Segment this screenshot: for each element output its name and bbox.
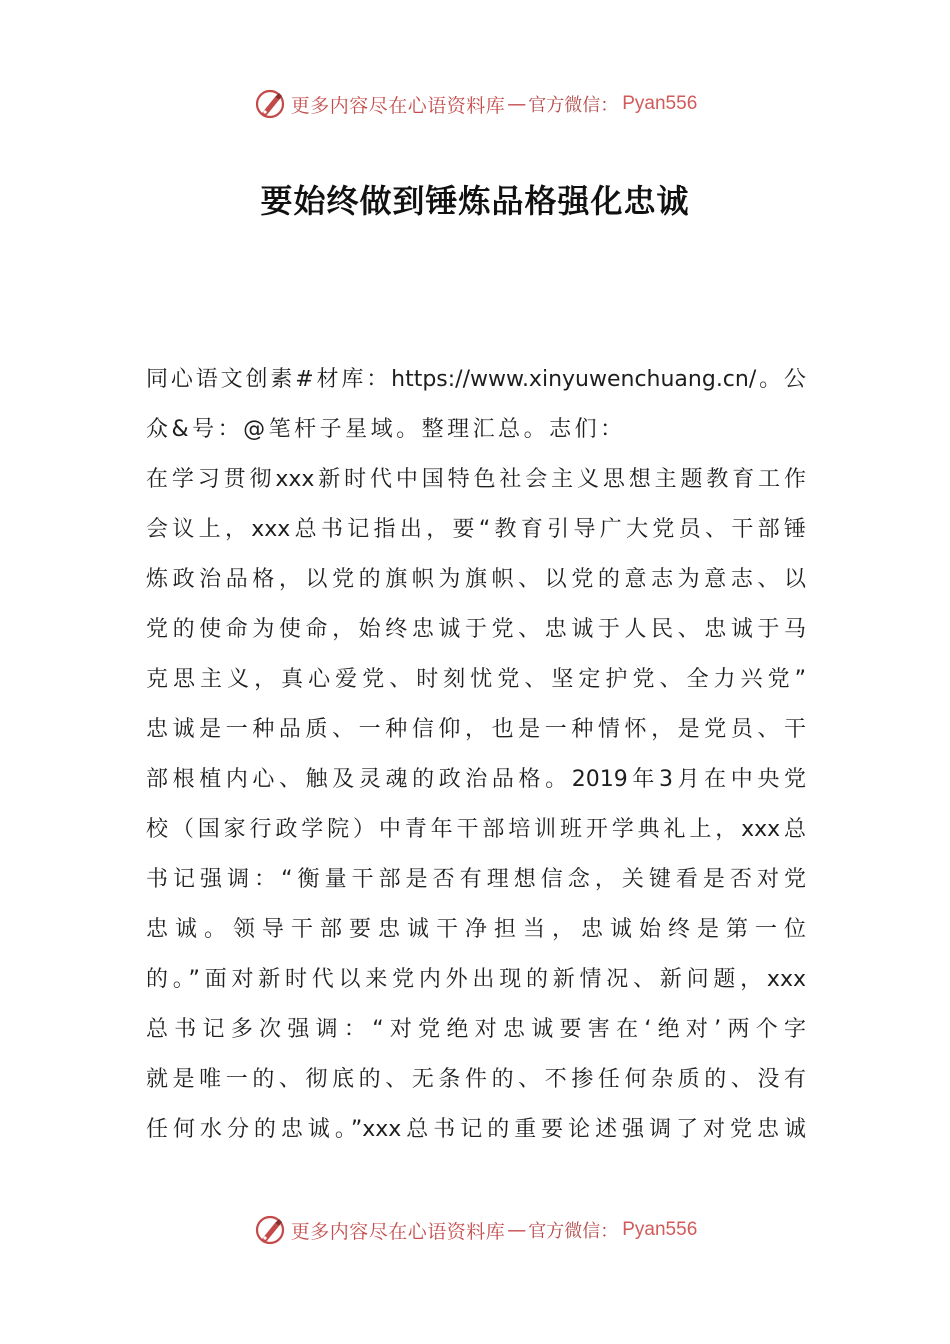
- header-watermark: [0, 84, 950, 124]
- document-title: 要始终做到锤炼品格强化忠诚: [260, 182, 690, 220]
- body-line: 会议上，xxx总书记指出，要“教育引导广大党员、干部锤: [146, 517, 806, 542]
- pen-nib-logo-icon: [253, 1213, 287, 1247]
- body-line: 众&号：@笔杆子星域。整理汇总。志们：: [146, 417, 626, 442]
- body-line: 任何水分的忠诚。”xxx总书记的重要论述强调了对党忠诚: [146, 1117, 806, 1142]
- pen-nib-logo-icon: [253, 87, 287, 121]
- body-line: 总书记多次强调：“对党绝对忠诚要害在‘绝对’两个字: [146, 1017, 806, 1042]
- watermark-brand: 更多内容尽在心语资料库: [290, 94, 506, 117]
- body-line: 同心语文创素#材库：https://www.xinyuwenchuang.cn/。公: [146, 367, 806, 392]
- body-line: 就是唯一的、彻底的、无条件的、不掺任何杂质的、没有: [146, 1067, 806, 1092]
- body-line: 部根植内心、触及灵魂的政治品格。2019年3月在中央党: [146, 767, 806, 792]
- body-line: 书记强调：“衡量干部是否有理想信念，关键看是否对党: [146, 867, 806, 892]
- body-line: 忠诚是一种品质、一种信仰，也是一种情怀，是党员、干: [146, 717, 806, 742]
- watermark-wechat-id: Pyan556: [622, 93, 698, 114]
- watermark-wechat-id: Pyan556: [622, 1219, 698, 1240]
- body-line: 在学习贯彻xxx新时代中国特色社会主义思想主题教育工作: [146, 467, 806, 492]
- document-body: [146, 355, 806, 1155]
- body-line: 克思主义，真心爱党、时刻忧党、坚定护党、全力兴党”: [146, 667, 806, 692]
- watermark-separator: —: [507, 93, 527, 115]
- footer-watermark: [0, 1210, 950, 1250]
- body-line: 忠诚。领导干部要忠诚干净担当，忠诚始终是第一位: [146, 917, 806, 942]
- watermark-separator: —: [507, 1219, 527, 1241]
- watermark-brand: 更多内容尽在心语资料库: [290, 1220, 506, 1243]
- body-line: 校（国家行政学院）中青年干部培训班开学典礼上，xxx总: [146, 817, 806, 842]
- body-line: 党的使命为使命，始终忠诚于党、忠诚于人民、忠诚于马: [146, 617, 806, 642]
- watermark-official-label: 官方微信：: [528, 1221, 619, 1242]
- body-line: 炼政治品格，以党的旗帜为旗帜、以党的意志为意志、以: [146, 567, 806, 592]
- body-line: 的。”面对新时代以来党内外出现的新情况、新问题，xxx: [146, 967, 806, 992]
- watermark-official-label: 官方微信：: [528, 95, 619, 116]
